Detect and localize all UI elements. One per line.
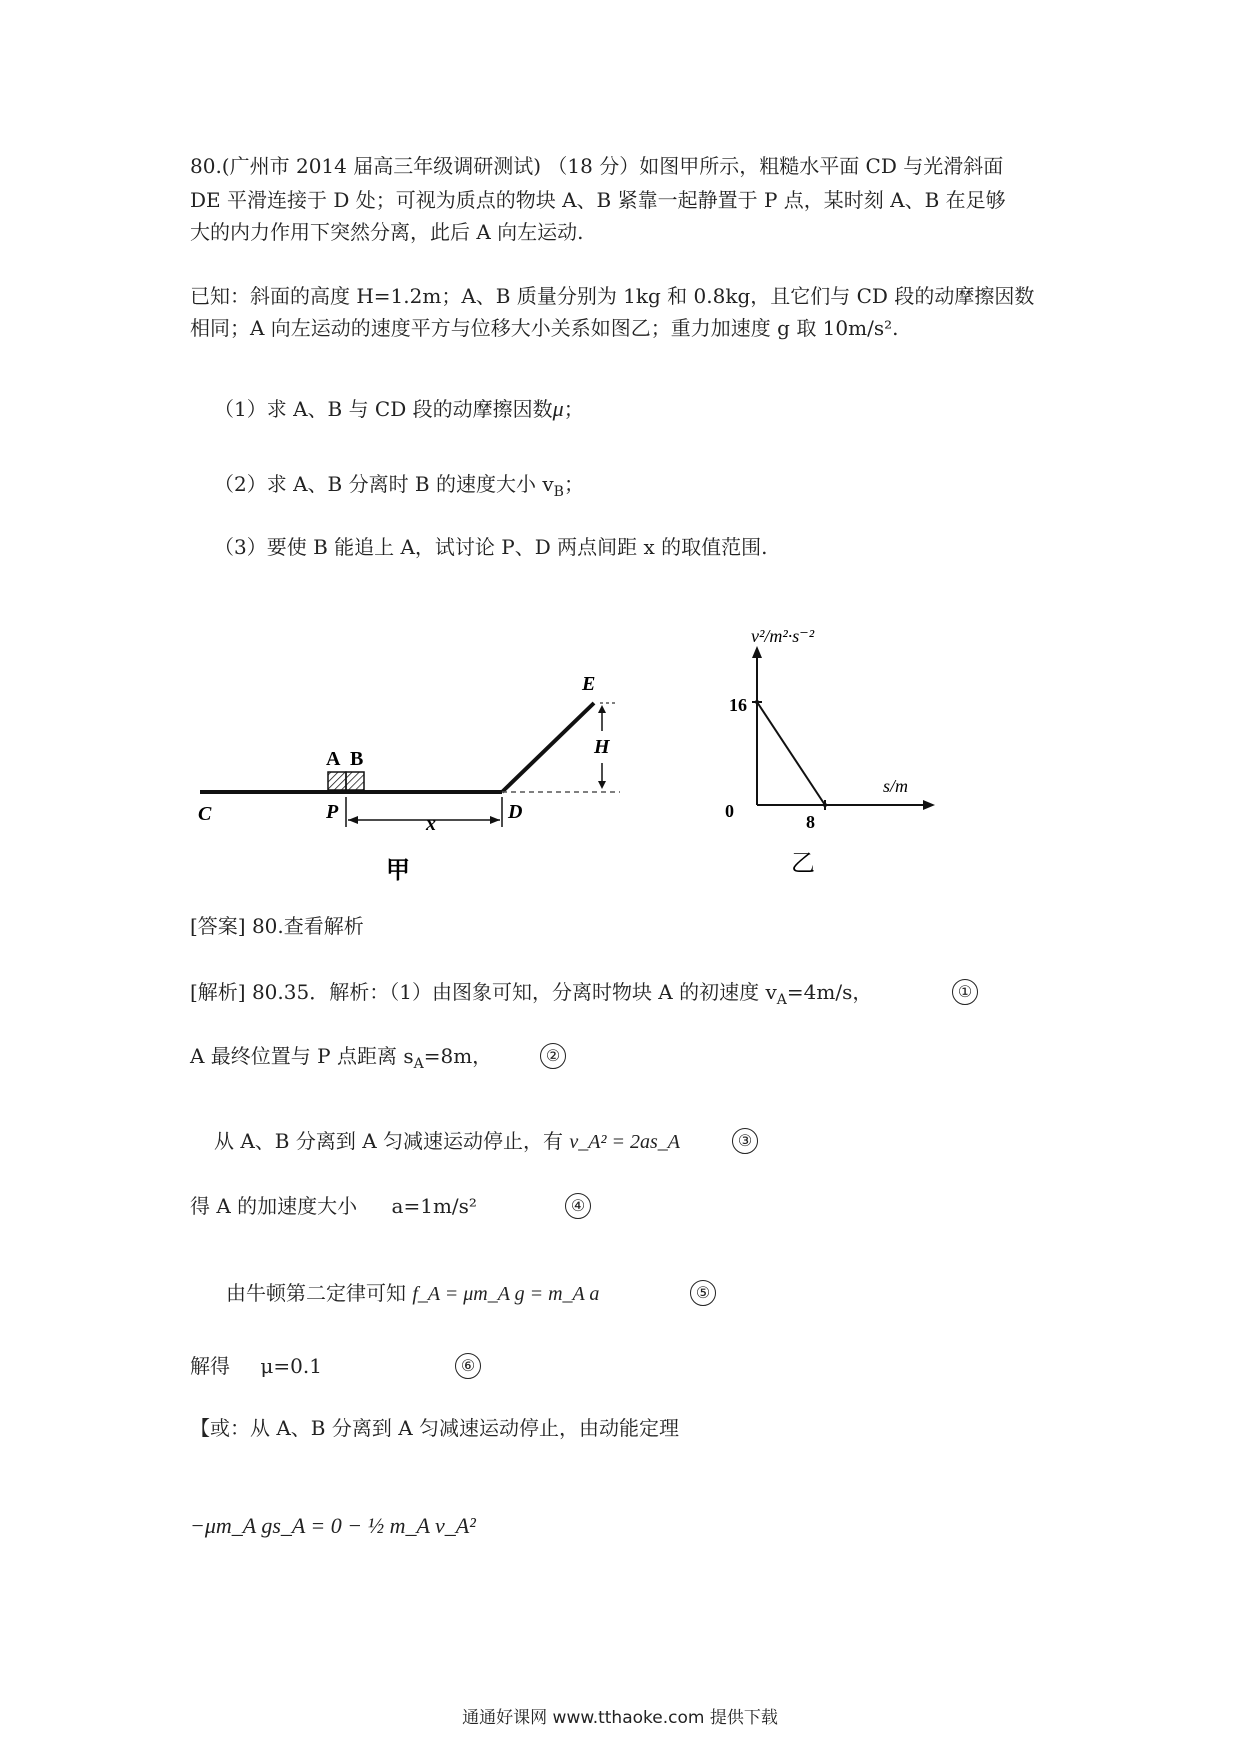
analysis-2-text: A 最终位置与 P 点距离 s <box>190 1044 414 1068</box>
question-1 <box>214 395 584 423</box>
analysis-6-text: 解得 <box>190 1354 230 1378</box>
analysis-2-sub: A <box>413 1056 424 1072</box>
equation-3: v_A² = 2as_A <box>569 1131 680 1153</box>
caption-jia: 甲 <box>386 858 410 884</box>
x-arrowhead-left <box>348 816 358 824</box>
label-x: x <box>426 813 436 835</box>
analysis-1-sub: A <box>776 992 787 1008</box>
analysis-line-5 <box>226 1279 599 1308</box>
series-line <box>757 702 825 805</box>
analysis-line-6 <box>190 1352 322 1380</box>
equation-5: f_A = μm_A g = m_A a <box>412 1283 600 1305</box>
y-tick-16: 16 <box>729 695 747 715</box>
equation-energy: −μm_A gs_A = 0 − ½ m_A v_A² <box>190 1513 476 1538</box>
acceleration-value: a=1m/s² <box>391 1194 477 1218</box>
analysis-line-2 <box>190 1042 492 1078</box>
marker-3: ③ <box>732 1128 758 1154</box>
question-2-text: （2）求 A、B 分离时 B 的速度大小 v <box>214 472 554 496</box>
label-e: E <box>582 673 596 695</box>
analysis-2-end: =8m， <box>423 1044 493 1068</box>
question-1-text: （1）求 A、B 与 CD 段的动摩擦因数 <box>214 397 553 421</box>
problem-line-1: 80.(广州市 2014 届高三年级调研测试) （18 分）如图甲所示，粗糙水平面 CD 与光滑斜面 <box>190 154 1004 178</box>
label-a: A <box>326 748 341 770</box>
marker-1: ① <box>952 979 978 1005</box>
known-line-1: 已知：斜面的高度 H=1.2m；A、B 质量分别为 1kg 和 0.8kg，且它们与 CD 段的动摩擦因数 <box>190 284 1035 308</box>
label-h: H <box>594 736 610 758</box>
label-p: P <box>326 801 339 823</box>
origin-label: 0 <box>725 801 734 821</box>
x-axis-label: s/m <box>883 776 909 796</box>
incline-line <box>502 703 594 792</box>
label-d: D <box>508 801 523 823</box>
analysis-1-text: [解析] 80.35．解析：（1）由图象可知，分离时物块 A 的初速度 v <box>190 980 777 1004</box>
question-2-end: ； <box>563 472 584 496</box>
question-1-end: ； <box>563 397 584 421</box>
mu-symbol: μ <box>552 396 564 421</box>
x-axis-arrow <box>923 800 935 810</box>
analysis-3-text: 从 A、B 分离到 A 匀减速运动停止，有 <box>214 1129 564 1153</box>
analysis-line-7: 【或：从 A、B 分离到 A 匀减速运动停止，由动能定理 <box>190 1416 680 1440</box>
problem-line-3: 大的内力作用下突然分离，此后 A 向左运动. <box>190 220 584 244</box>
x-tick-8: 8 <box>806 812 815 832</box>
marker-6: ⑥ <box>455 1353 481 1379</box>
height-arrowhead-top <box>598 705 606 713</box>
analysis-1-end: =4m/s， <box>786 980 873 1004</box>
label-b: B <box>350 748 364 770</box>
figure-jia <box>190 665 630 885</box>
y-axis-label: v²/m²·s⁻² <box>751 626 815 646</box>
mu-result: μ=0.1 <box>260 1354 322 1378</box>
y-axis-arrow <box>752 646 762 658</box>
block-a <box>328 772 346 790</box>
analysis-4-text: 得 A 的加速度大小 <box>190 1194 358 1218</box>
caption-yi: 乙 <box>791 851 815 877</box>
problem-line-2: DE 平滑连接于 D 处；可视为质点的物块 A、B 紧靠一起静置于 P 点，某时刻 A、B 在足够 <box>190 188 1006 212</box>
marker-4: ④ <box>565 1193 591 1219</box>
question-3: （3）要使 B 能追上 A，试讨论 P、D 两点间距 x 的取值范围. <box>214 535 768 559</box>
analysis-line-4 <box>190 1192 477 1220</box>
answer-line: [答案] 80.查看解析 <box>190 914 364 938</box>
question-2 <box>214 470 584 506</box>
known-line-2: 相同；A 向左运动的速度平方与位移大小关系如图乙；重力加速度 g 取 10m/s². <box>190 316 899 340</box>
analysis-line-3 <box>214 1127 680 1156</box>
height-arrowhead-bottom <box>598 781 606 789</box>
x-arrowhead-right <box>490 816 500 824</box>
chart-marks <box>752 700 827 810</box>
label-c: C <box>198 803 212 825</box>
marker-5: ⑤ <box>690 1280 716 1306</box>
analysis-5-text: 由牛顿第二定律可知 <box>226 1281 406 1305</box>
question-2-sub: B <box>553 484 564 500</box>
block-b <box>346 772 364 790</box>
marker-2: ② <box>540 1043 566 1069</box>
footer-text: 通通好课网 www.tthaoke.com 提供下载 <box>462 1708 778 1728</box>
analysis-line-1 <box>190 978 872 1014</box>
figure-yi <box>715 620 955 880</box>
